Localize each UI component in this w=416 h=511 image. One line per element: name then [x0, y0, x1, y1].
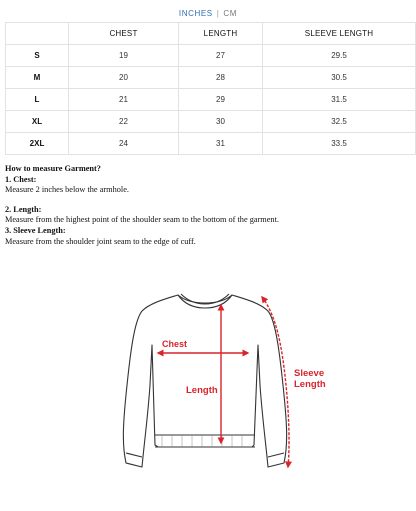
- sleeve-instruction-text: Measure from the shoulder joint seam to the edge of cuff.: [5, 236, 196, 246]
- size-cell: L: [6, 89, 69, 111]
- sleeve-cell: 32.5: [263, 111, 416, 133]
- table-row: [6, 133, 416, 155]
- chest-cell: 19: [69, 45, 179, 67]
- sleeve-cell: 30.5: [263, 67, 416, 89]
- measurement-instructions: [5, 164, 410, 247]
- table-row: [6, 67, 416, 89]
- chest-cell: 20: [69, 67, 179, 89]
- size-cell: 2XL: [6, 133, 69, 155]
- sleeve-cell: 33.5: [263, 133, 416, 155]
- length-cell: 31: [179, 133, 263, 155]
- sleeve-label-line1: Sleeve: [294, 368, 325, 379]
- length-label: Length: [186, 385, 218, 396]
- chest-cell: 24: [69, 133, 179, 155]
- unit-toggle: [0, 9, 416, 18]
- length-cell: 30: [179, 111, 263, 133]
- size-chart-table: [5, 22, 416, 155]
- table-header-row: [6, 23, 416, 45]
- length-cell: 29: [179, 89, 263, 111]
- sweatshirt-measurement-diagram: [120, 285, 340, 475]
- table-row: [6, 89, 416, 111]
- unit-separator: |: [216, 9, 220, 18]
- chest-cell: 21: [69, 89, 179, 111]
- unit-cm-option[interactable]: CM: [223, 9, 238, 18]
- sleeve-measure-line: [262, 297, 289, 467]
- sleeve-cell: 29.5: [263, 45, 416, 67]
- size-cell: M: [6, 67, 69, 89]
- header-sleeve-length: SLEEVE LENGTH: [263, 23, 416, 45]
- rib-texture: [162, 435, 242, 447]
- length-cell: 27: [179, 45, 263, 67]
- header-size: [6, 23, 69, 45]
- sleeve-instruction-label: 3. Sleeve Length:: [5, 225, 66, 235]
- instructions-title: How to measure Garment?: [5, 164, 101, 173]
- table-row: [6, 111, 416, 133]
- table-row: [6, 45, 416, 67]
- length-cell: 28: [179, 67, 263, 89]
- chest-label: Chest: [162, 339, 188, 349]
- sweatshirt-outline: [123, 294, 286, 467]
- unit-inches-option[interactable]: INCHES: [178, 9, 213, 18]
- header-chest: CHEST: [69, 23, 179, 45]
- sleeve-label-line2: Length: [294, 379, 326, 390]
- chest-cell: 22: [69, 111, 179, 133]
- sleeve-cell: 31.5: [263, 89, 416, 111]
- size-cell: XL: [6, 111, 69, 133]
- chest-instruction-text: Measure 2 inches below the armhole.: [5, 185, 129, 195]
- length-instruction-text: Measure from the highest point of the shoulder seam to the bottom of the garment.: [5, 215, 279, 225]
- length-instruction-label: 2. Length:: [5, 204, 42, 214]
- header-length: LENGTH: [179, 23, 263, 45]
- chest-instruction-label: 1. Chest:: [5, 174, 37, 184]
- size-cell: S: [6, 45, 69, 67]
